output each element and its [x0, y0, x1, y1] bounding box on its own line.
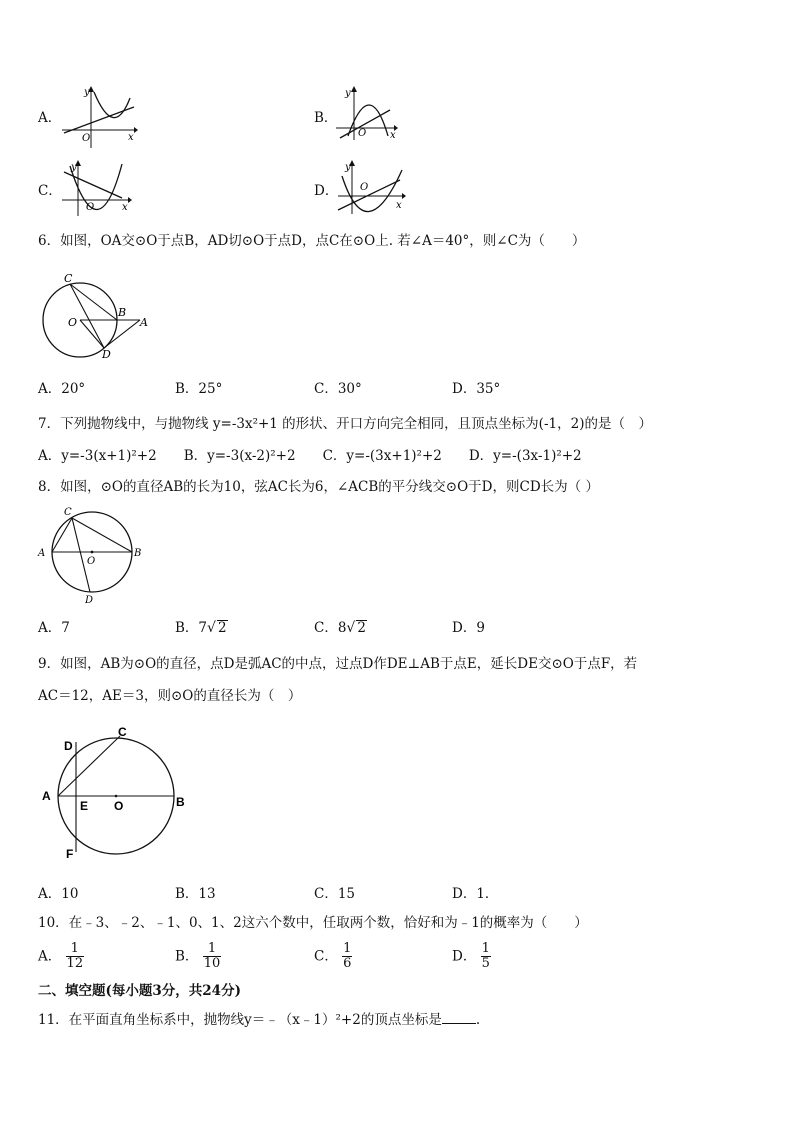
parabola-graph: [342, 170, 402, 212]
q5-option-a-label: A．: [38, 110, 62, 126]
q8-stem: 8．如图，⊙O的直径AB的长为10，弦AC长为6，∠ACB的平分线交⊙O于D，则CD长为（ ）: [38, 479, 599, 495]
origin-label: O: [358, 128, 367, 139]
parabola-graph: [94, 92, 130, 118]
y-label: y: [84, 87, 90, 98]
q5-graph-a: [58, 84, 138, 150]
line-graph: [338, 180, 400, 210]
label-a: A: [140, 316, 148, 329]
label-c: C: [118, 725, 127, 739]
q5-option-b-label: B．: [314, 110, 338, 126]
q11-end: .: [475, 1012, 481, 1028]
q8-option-a: A．7: [38, 620, 70, 636]
label-d: D: [64, 739, 73, 753]
center-dot: [91, 551, 94, 554]
y-label: y: [345, 88, 351, 99]
q8-option-b: [175, 620, 228, 636]
label-a: A: [42, 789, 51, 803]
q9-option-b: B．13: [175, 886, 216, 902]
q6-option-d: D．35°: [452, 381, 501, 397]
chord-ac: [52, 518, 72, 552]
q9-option-c: C．15: [314, 886, 356, 902]
q10-option-b: [175, 942, 221, 971]
radical-sign: √: [207, 620, 216, 636]
label-o: O: [87, 556, 96, 567]
q8-option-c-prefix: C．8: [314, 620, 347, 636]
label-e: E: [80, 799, 89, 813]
q10-option-c: [314, 942, 352, 971]
center-dot: [115, 795, 118, 798]
y-label: y: [71, 162, 77, 173]
x-axis-arrow: [128, 197, 132, 203]
q5-graph-d: [334, 158, 408, 216]
q7-options: A．y=-3(x+1)²+2 B．y=-3(x-2)²+2 C．y=-(3x+1)²+2 D．y=-(3x-1)²+2: [38, 448, 582, 464]
q8-figure: [36, 504, 144, 606]
q8-option-c: [314, 620, 367, 636]
radical-sign: √: [346, 620, 356, 636]
q10-option-b-fraction: [203, 942, 222, 971]
segment-cb: [70, 284, 117, 320]
denominator: 5: [481, 956, 490, 971]
label-b: B: [176, 795, 185, 809]
chord-cd: [72, 518, 90, 592]
x-label: x: [396, 200, 402, 211]
origin-label: O: [82, 133, 91, 144]
chord-cb: [72, 518, 132, 552]
q10-option-c-label: C．: [314, 948, 338, 965]
q10-option-d-fraction: [481, 942, 491, 971]
q10-option-a: [38, 942, 84, 971]
label-b: B: [118, 306, 127, 319]
y-axis-arrow: [351, 86, 357, 92]
x-axis-arrow: [402, 193, 406, 199]
denominator: 6: [343, 956, 352, 971]
label-d: D: [102, 348, 111, 360]
q5-option-c-label: C．: [38, 183, 62, 199]
numerator: 1: [343, 941, 352, 956]
label-f: F: [66, 847, 74, 861]
label-b: B: [134, 548, 142, 559]
q10-option-b-label: B．: [175, 948, 199, 965]
q6-option-c: C．30°: [314, 381, 362, 397]
x-label: x: [122, 202, 128, 213]
q11-stem-text: 11．在平面直角坐标系中，抛物线y＝﹣（x﹣1）²+2的顶点坐标是: [38, 1012, 442, 1028]
q6-option-b: B．25°: [175, 381, 223, 397]
q10-option-a-fraction: [66, 942, 85, 971]
denominator: 10: [203, 956, 221, 971]
q8-option-c-radicand: 2: [357, 620, 366, 636]
q9-option-d: D．1．: [452, 886, 499, 902]
origin-label: O: [360, 182, 369, 193]
numerator: 1: [66, 942, 85, 957]
numerator: 1: [481, 941, 490, 956]
q8-option-d: D．9: [452, 620, 485, 636]
q5-option-d-label: D．: [314, 183, 339, 199]
q9-option-a: A．10: [38, 886, 79, 902]
label-o: O: [114, 799, 124, 813]
q6-stem: 6．如图，OA交⊙O于点B，AD切⊙O于点D，点C在⊙O上. 若∠A＝40°，则∠C为（ ）: [38, 233, 586, 249]
answer-blank[interactable]: [442, 1011, 476, 1024]
q10-option-d: [452, 942, 491, 971]
label-d: D: [85, 595, 94, 606]
x-label: x: [128, 132, 134, 143]
q7-stem: 7．下列抛物线中，与抛物线 y=-3x²+1 的形状、开口方向完全相同，且顶点坐标为(-1，2)的是（ ）: [38, 416, 652, 432]
q5-graph-b: [334, 84, 400, 142]
label-c: C: [64, 507, 72, 518]
label-c: C: [64, 272, 73, 285]
x-axis-arrow: [134, 127, 138, 133]
q11-stem: [38, 1011, 480, 1028]
x-label: x: [390, 130, 396, 141]
q8-option-b-prefix: B．7: [175, 620, 208, 636]
q10-option-c-fraction: [342, 942, 352, 971]
numerator: 1: [203, 942, 222, 957]
q10-stem: 10．在﹣3、﹣2、﹣1、0、1、2这六个数中，任取两个数，恰好和为﹣1的概率为（ ）: [38, 915, 588, 931]
segment-ad: [104, 320, 140, 348]
origin-label: O: [86, 202, 95, 213]
q10-option-a-label: A．: [38, 948, 62, 965]
label-a: A: [38, 548, 46, 559]
q9-stem-line2: AC＝12，AE＝3，则⊙O的直径长为（ ）: [38, 688, 302, 704]
label-o: O: [68, 316, 78, 329]
q9-figure: [38, 722, 190, 864]
q10-option-d-label: D．: [452, 948, 477, 965]
q9-stem-line1: 9．如图，AB为⊙O的直径，点D是弧AC的中点，过点D作DE⊥AB于点E，延长DE交⊙O于点F，若: [38, 656, 638, 672]
segment-od: [80, 320, 104, 348]
q6-option-a: A．20°: [38, 381, 86, 397]
denominator: 12: [66, 956, 84, 971]
q6-figure: [40, 268, 155, 360]
q5-graph-c: [58, 158, 134, 218]
section-2-title: 二、填空题(每小题3分，共24分): [38, 983, 241, 999]
y-label: y: [345, 162, 351, 173]
q8-option-b-radicand: 2: [217, 620, 227, 636]
